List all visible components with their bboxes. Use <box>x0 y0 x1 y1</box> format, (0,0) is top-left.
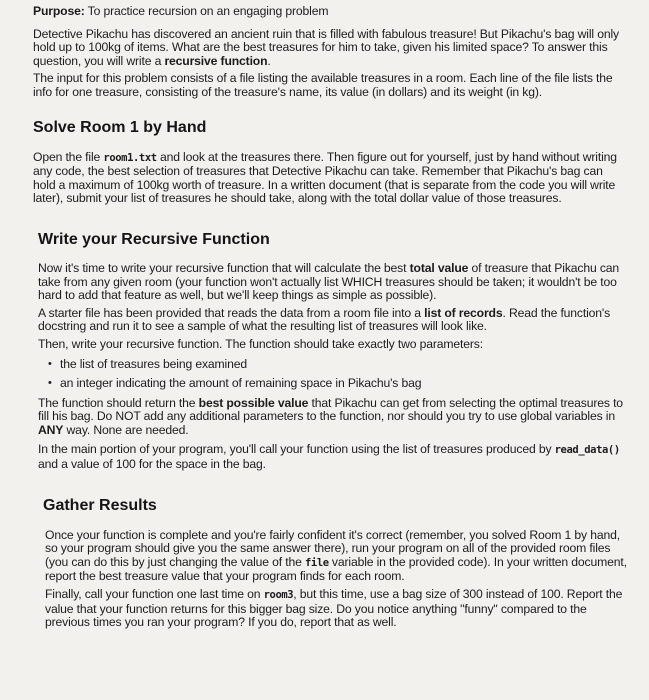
room3-name: room3 <box>263 589 294 602</box>
best-possible-value-term: best possible value <box>198 395 309 410</box>
write-text-4b: that Pikachu can get from selecting the optimal treasures to fill his bag. Do NOT add any additional parameters to the function, nor should you try to use global variables in <box>38 395 623 424</box>
section-heading-solve-room1: Solve Room 1 by Hand <box>33 118 207 136</box>
section-heading-write-recursive: Write your Recursive Function <box>38 230 270 248</box>
read-data-call: read_data() <box>554 444 620 457</box>
write-text-5b: and a value of 100 for the space in the bag. <box>38 457 266 472</box>
write-paragraph-3 <box>38 338 631 352</box>
write-text-1b: of treasure that Pikachu can take from any given room (your function won't actually list WHICH treasures should be taken; it wouldn't be too hard to add that feature as well, but we'll keep things as simple as possible). <box>38 260 620 303</box>
write-text-4c: way. None are needed. <box>63 422 189 437</box>
recursive-function-term: recursive function <box>164 53 268 68</box>
write-paragraph-5 <box>38 443 631 471</box>
purpose-label: Purpose: <box>33 4 85 18</box>
list-item: • the list of treasures being examined <box>48 358 631 372</box>
solve-room1-text-a: Open the file <box>33 149 104 164</box>
write-paragraph-2 <box>38 307 631 334</box>
write-text-2a: A starter file has been provided that reads the data from a room file into a <box>38 305 425 320</box>
write-text-3: Then, write your recursive function. The function should take exactly two parameters: <box>38 336 483 351</box>
room1-filename: room1.txt <box>103 151 157 164</box>
gather-text-1b: variable in the provided code). In your written document, report the best treasure value that your program finds for each room. <box>45 554 627 584</box>
write-text-2b: . Read the function's docstring and run it to see a sample of what the resulting list of treasures will look like. <box>38 305 611 334</box>
gather-text-2a: Finally, call your function one last time on <box>45 587 264 602</box>
gather-paragraph-1 <box>45 529 631 584</box>
write-paragraph-4 <box>38 397 631 438</box>
file-variable: file <box>304 556 329 569</box>
gather-paragraph-2 <box>45 588 631 630</box>
write-text-5a: In the main portion of your program, you'll call your function using the list of treasures produced by <box>38 442 555 457</box>
gather-text-2b: , but this time, use a bag size of 300 instead of 100. Report the value that your function returns for this bigger bag size. Do you notice anything "funny" compared to the previous times you ran your program? If you do, report that as well. <box>45 587 623 630</box>
any-term: ANY <box>38 422 64 437</box>
solve-room1-text-b: and look at the treasures there. Then figure out for yourself, just by hand without writing any code, the best selection of treasures that Detective Pikachu can take. Remember that Pikachu's bag can hold a maximum of 100kg worth of treasure. In a written document (that is separate from the code you will write later), submit your list of treasures he should take, along with the total dollar value of those treasures. <box>33 149 617 206</box>
list-of-records-term: list of records <box>424 305 503 320</box>
parameter-list <box>38 358 631 391</box>
write-text-4a: The function should return the <box>38 395 199 410</box>
write-paragraph-1 <box>38 262 631 303</box>
gather-text-1a: Once your function is complete and you're fairly confident it's correct (remember, you solved Room 1 by hand, so your program should give you the same answer there), run your program on all of the provided room files (you can do this by just changing the value of the <box>45 527 620 569</box>
purpose-text: To practice recursion on an engaging problem <box>84 4 329 18</box>
intro-end: . <box>267 53 271 68</box>
section-heading-gather-results: Gather Results <box>43 496 157 514</box>
write-text-1a: Now it's time to write your recursive function that will calculate the best <box>38 260 410 275</box>
list-item: • an integer indicating the amount of remaining space in Pikachu's bag <box>48 377 631 391</box>
intro-paragraph-2 <box>33 72 631 99</box>
total-value-term: total value <box>409 260 469 275</box>
purpose-line <box>33 5 631 19</box>
intro-input-text: The input for this problem consists of a file listing the available treasures in a room. Each line of the file lists the info for one treasure, consisting of the treasure's name, its value (in dollars) and its weight (in kg). <box>33 71 613 99</box>
intro-paragraph-1 <box>33 28 631 69</box>
solve-room1-paragraph <box>33 151 631 206</box>
intro-text: Detective Pikachu has discovered an ancient ruin that is filled with fabulous treasure! But Pikachu's bag will only hold up to 100kg of items. What are the best treasures for him to take, given his limited space? To answer this question, you will write a <box>33 26 619 68</box>
